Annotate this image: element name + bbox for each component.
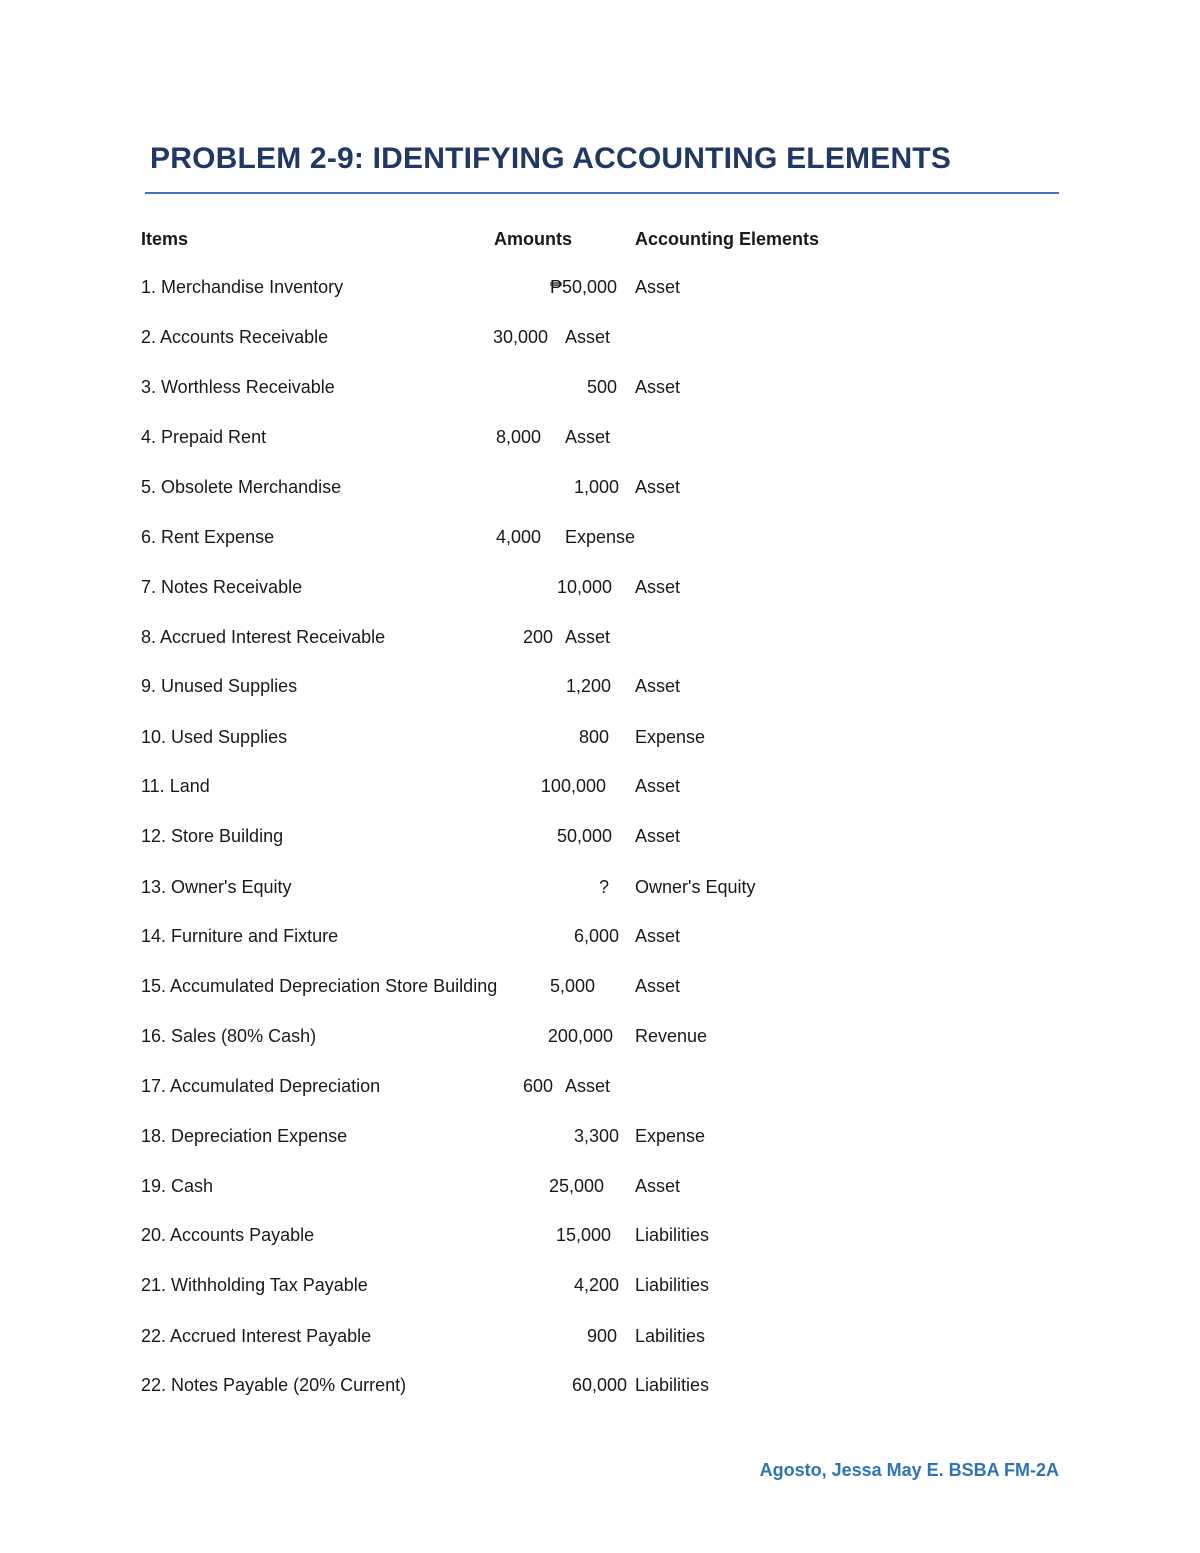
row-item-label: 19. Cash — [141, 1176, 214, 1196]
row-accounting-element: Liabilities — [635, 1225, 710, 1245]
row-amount: 4,000 — [495, 527, 541, 547]
row-item-label: 12. Store Building — [141, 826, 284, 846]
row-accounting-element: Asset — [635, 277, 681, 297]
row-amount: 600 — [522, 1076, 553, 1096]
row-item-label: 22. Notes Payable (20% Current) — [141, 1375, 407, 1395]
row-item-label: 14. Furniture and Fixture — [141, 926, 339, 946]
row-accounting-element: Asset — [635, 926, 681, 946]
row-amount: ? — [598, 877, 609, 897]
row-item-label: 18. Depreciation Expense — [141, 1126, 348, 1146]
row-item-label: 2. Accounts Receivable — [141, 327, 329, 347]
row-accounting-element: Asset — [635, 826, 681, 846]
row-accounting-element: Asset — [635, 1176, 681, 1196]
row-accounting-element: Asset — [635, 377, 681, 397]
row-accounting-element: Expense — [565, 527, 636, 547]
row-accounting-element: Asset — [635, 976, 681, 996]
page-title: PROBLEM 2-9: IDENTIFYING ACCOUNTING ELEMENTS — [150, 142, 952, 175]
row-accounting-element: Asset — [565, 427, 611, 447]
row-item-label: 4. Prepaid Rent — [141, 427, 267, 447]
row-item-label: 16. Sales (80% Cash) — [141, 1026, 317, 1046]
row-accounting-element: Asset — [635, 676, 681, 696]
title-underline — [145, 192, 1059, 194]
row-item-label: 8. Accrued Interest Receivable — [141, 627, 386, 647]
row-item-label: 15. Accumulated Depreciation Store Building — [141, 976, 498, 996]
row-amount: 1,200 — [565, 676, 611, 696]
row-item-label: 5. Obsolete Merchandise — [141, 477, 342, 497]
row-amount: 6,000 — [573, 926, 619, 946]
row-item-label: 20. Accounts Payable — [141, 1225, 315, 1245]
row-accounting-element: Owner's Equity — [635, 877, 756, 897]
row-accounting-element: Liabilities — [635, 1375, 710, 1395]
row-item-label: 7. Notes Receivable — [141, 577, 303, 597]
row-amount: 10,000 — [556, 577, 612, 597]
row-amount: 900 — [586, 1326, 617, 1346]
row-amount: 100,000 — [540, 776, 606, 796]
row-item-label: 17. Accumulated Depreciation — [141, 1076, 381, 1096]
header-items: Items — [141, 229, 189, 249]
row-item-label: 9. Unused Supplies — [141, 676, 298, 696]
row-amount: 50,000 — [556, 826, 612, 846]
author-footer: Agosto, Jessa May E. BSBA FM-2A — [759, 1460, 1059, 1480]
row-accounting-element: Expense — [635, 1126, 706, 1146]
row-amount: 8,000 — [495, 427, 541, 447]
header-amounts: Amounts — [494, 229, 572, 249]
row-amount: 5,000 — [549, 976, 595, 996]
row-accounting-element: Revenue — [635, 1026, 708, 1046]
row-item-label: 10. Used Supplies — [141, 727, 288, 747]
row-amount: 25,000 — [548, 1176, 604, 1196]
row-amount: ₱50,000 — [549, 277, 617, 297]
row-amount: 3,300 — [573, 1126, 619, 1146]
row-amount: 500 — [586, 377, 617, 397]
row-item-label: 6. Rent Expense — [141, 527, 275, 547]
row-accounting-element: Asset — [635, 776, 681, 796]
row-accounting-element: Asset — [565, 1076, 611, 1096]
row-item-label: 11. Land — [141, 776, 210, 796]
row-accounting-element: Asset — [565, 327, 611, 347]
row-amount: 15,000 — [555, 1225, 611, 1245]
row-item-label: 3. Worthless Receivable — [141, 377, 335, 397]
row-amount: 200 — [522, 627, 553, 647]
row-item-label: 1. Merchandise Inventory — [141, 277, 344, 297]
row-item-label: 21. Withholding Tax Payable — [141, 1275, 368, 1295]
row-amount: 800 — [578, 727, 609, 747]
row-amount: 200,000 — [547, 1026, 613, 1046]
row-amount: 1,000 — [573, 477, 619, 497]
row-amount: 4,200 — [573, 1275, 619, 1295]
row-amount: 60,000 — [571, 1375, 627, 1395]
row-accounting-element: Asset — [565, 627, 611, 647]
row-accounting-element: Asset — [635, 477, 681, 497]
row-item-label: 22. Accrued Interest Payable — [141, 1326, 372, 1346]
row-accounting-element: Asset — [635, 577, 681, 597]
row-accounting-element: Labilities — [635, 1326, 706, 1346]
row-item-label: 13. Owner's Equity — [141, 877, 292, 897]
row-accounting-element: Expense — [635, 727, 706, 747]
row-amount: 30,000 — [492, 327, 548, 347]
header-accounting-elements: Accounting Elements — [635, 229, 820, 249]
row-accounting-element: Liabilities — [635, 1275, 710, 1295]
